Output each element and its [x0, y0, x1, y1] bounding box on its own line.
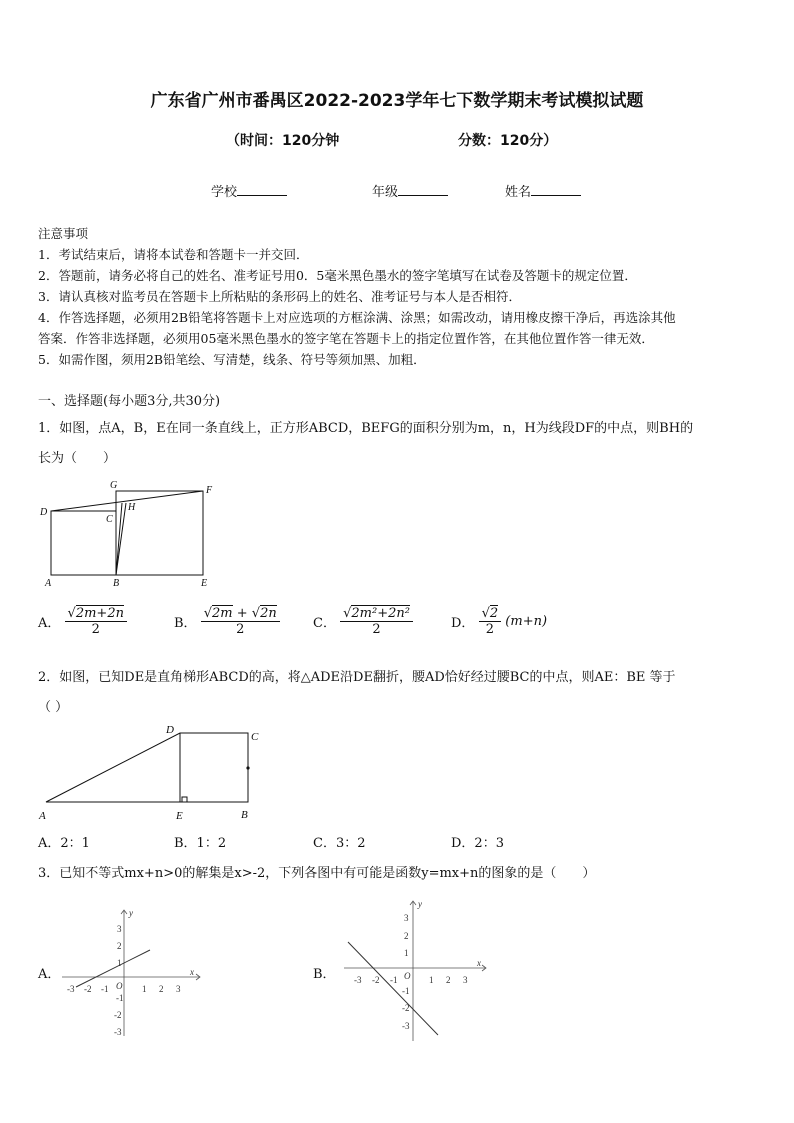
- right-angle-mark: [182, 797, 187, 802]
- note-item: 3．请认真核对监考员在答题卡上所粘贴的条形码上的姓名、准考证号与本人是否相符．: [38, 289, 521, 304]
- option-d-numerator: 2: [489, 606, 499, 621]
- q2-figure: [36, 722, 272, 822]
- q1-option-d[interactable]: D． $\frac{√2}{2}$ (m+n): [451, 606, 548, 637]
- tick-y: -1: [402, 986, 410, 996]
- function-line: [348, 942, 438, 1035]
- q1-figure: [36, 476, 226, 592]
- q2-option-b[interactable]: B．1：2: [174, 836, 227, 851]
- function-line: [76, 950, 150, 987]
- tick-y: -3: [114, 1027, 122, 1037]
- option-c-numerator: 2m²+2n²: [351, 606, 410, 621]
- tick-x: -3: [354, 975, 362, 985]
- option-d-denominator: 2: [485, 622, 494, 637]
- q3-graph-a: [58, 902, 208, 1042]
- q1-option-a[interactable]: A． $\frac{√2m+2n}{2}$: [38, 606, 127, 637]
- tick-x: -1: [390, 975, 398, 985]
- option-b-label: B．: [174, 616, 197, 631]
- notes-heading: 注意事项: [38, 226, 89, 241]
- q1-text-line1: 1．如图，点A，B，E在同一条直线上，正方形ABCD，BEFG的面积分别为m，n，H为线段DF的中点，则BH的: [38, 421, 694, 436]
- tick-x: 2: [159, 984, 164, 994]
- tick-x: -3: [67, 984, 75, 994]
- option-c-label: C．: [313, 616, 336, 631]
- tick-y: 2: [117, 941, 122, 951]
- option-c-denominator: 2: [372, 622, 381, 637]
- q3-graph-b: [340, 895, 490, 1043]
- option-a-denominator: 2: [91, 622, 100, 637]
- label-c: C: [251, 731, 259, 743]
- origin-label: O: [404, 971, 411, 981]
- label-e: E: [176, 810, 183, 822]
- tick-x: 3: [176, 984, 181, 994]
- page-title: 广东省广州市番禺区2022-2023学年七下数学期末考试模拟试题: [150, 91, 644, 111]
- label-b: B: [241, 809, 248, 821]
- q1-option-b[interactable]: B． $\frac{√2m + √2n}{2}$: [174, 606, 280, 637]
- tick-y: -2: [402, 1003, 410, 1013]
- school-blank: [237, 183, 287, 196]
- note-item: 2．答题前，请务必将自己的姓名、准考证号用0．5毫米黑色墨水的签字笔填写在试卷及答题卡的规定位置．: [38, 268, 637, 283]
- exam-time: （时间：120分钟: [226, 133, 340, 149]
- label-b: B: [113, 578, 120, 589]
- tick-y: 3: [117, 924, 122, 934]
- q2-option-d[interactable]: D．2：3: [451, 836, 504, 851]
- tick-x: -1: [101, 984, 109, 994]
- label-d: D: [166, 724, 174, 736]
- segment-df: [51, 491, 203, 511]
- option-b-denominator: 2: [236, 622, 245, 637]
- option-a-numerator: 2m+2n: [75, 606, 124, 621]
- option-b-numerator-2: 2n: [260, 606, 277, 621]
- q3-text: 3．已知不等式mx+n>0的解集是x>-2，下列各图中有可能是函数y=mx+n的图象的是（ ）: [38, 866, 596, 881]
- tick-y: 1: [117, 958, 122, 968]
- tick-x: 1: [142, 984, 147, 994]
- q3-option-a-label[interactable]: A．: [38, 967, 61, 982]
- label-a: A: [39, 810, 46, 822]
- axis-x-label: x: [190, 967, 194, 977]
- midpoint-bc: [246, 766, 249, 769]
- grade-field: [372, 181, 448, 200]
- label-d: D: [40, 507, 48, 518]
- q2-text-line2: （ ）: [38, 700, 69, 715]
- axis-y-label: y: [129, 908, 133, 918]
- name-blank: [531, 183, 581, 196]
- label-c: C: [106, 514, 113, 525]
- option-d-tail: (m+n): [505, 614, 548, 629]
- name-label: 姓名: [505, 185, 532, 200]
- axis-x-label: x: [477, 958, 481, 968]
- note-item: 5．如需作图，须用2B铅笔绘、写清楚，线条、符号等须加黑、加粗．: [38, 352, 426, 367]
- option-a-label: A．: [38, 616, 61, 631]
- option-b-numerator-1: 2m: [212, 606, 233, 621]
- axis-y-label: y: [418, 899, 422, 909]
- note-item: 答案．作答非选择题，必须用05毫米黑色墨水的签字笔在答题卡上的指定位置作答，在其他位置作答一律无效．: [38, 331, 654, 346]
- q3-option-b-label[interactable]: B．: [313, 967, 336, 982]
- label-g: G: [110, 480, 118, 491]
- option-b-plus: +: [236, 606, 248, 621]
- name-field: [505, 181, 581, 200]
- label-f: F: [206, 485, 213, 496]
- label-e: E: [201, 578, 208, 589]
- label-h: H: [128, 502, 136, 513]
- grade-label: 年级: [372, 185, 399, 200]
- school-label: 学校: [211, 185, 238, 200]
- q2-option-a[interactable]: A．2：1: [38, 836, 90, 851]
- tick-y: 3: [404, 913, 409, 923]
- tick-y: 2: [404, 931, 409, 941]
- origin-label: O: [116, 981, 123, 991]
- tick-x: 1: [429, 975, 434, 985]
- note-item: 4．作答选择题，必须用2B铅笔将答题卡上对应选项的方框涂满、涂黑；如需改动，请用橡皮擦干净后，再选涂其他: [38, 310, 676, 325]
- section-heading: 一、选择题(每小题3分,共30分): [38, 394, 221, 409]
- note-item: 1．考试结束后，请将本试卷和答题卡一并交回．: [38, 247, 309, 262]
- tick-y: 1: [404, 948, 409, 958]
- tick-x: -2: [372, 975, 380, 985]
- q2-option-c[interactable]: C．3：2: [313, 836, 366, 851]
- trapezoid-abcd: [46, 733, 248, 802]
- option-d-label: D．: [451, 616, 475, 631]
- school-field: [211, 181, 287, 200]
- exam-score: 分数：120分）: [458, 133, 558, 149]
- tick-y: -2: [114, 1010, 122, 1020]
- q1-text-line2: 长为（ ）: [38, 451, 117, 466]
- tick-y: -3: [402, 1021, 410, 1031]
- q1-option-c[interactable]: C． $\frac{\text{√2m²+2n²}}{2}$: [313, 606, 413, 637]
- q2-text-line1: 2．如图，已知DE是直角梯形ABCD的高，将△ADE沿DE翻折，腰AD恰好经过腰BC的中点，则AE：BE 等于: [38, 670, 676, 685]
- tick-x: -2: [84, 984, 92, 994]
- tick-x: 2: [446, 975, 451, 985]
- tick-y: -1: [116, 993, 124, 1003]
- label-a: A: [45, 578, 52, 589]
- grade-blank: [398, 183, 448, 196]
- tick-x: 3: [463, 975, 468, 985]
